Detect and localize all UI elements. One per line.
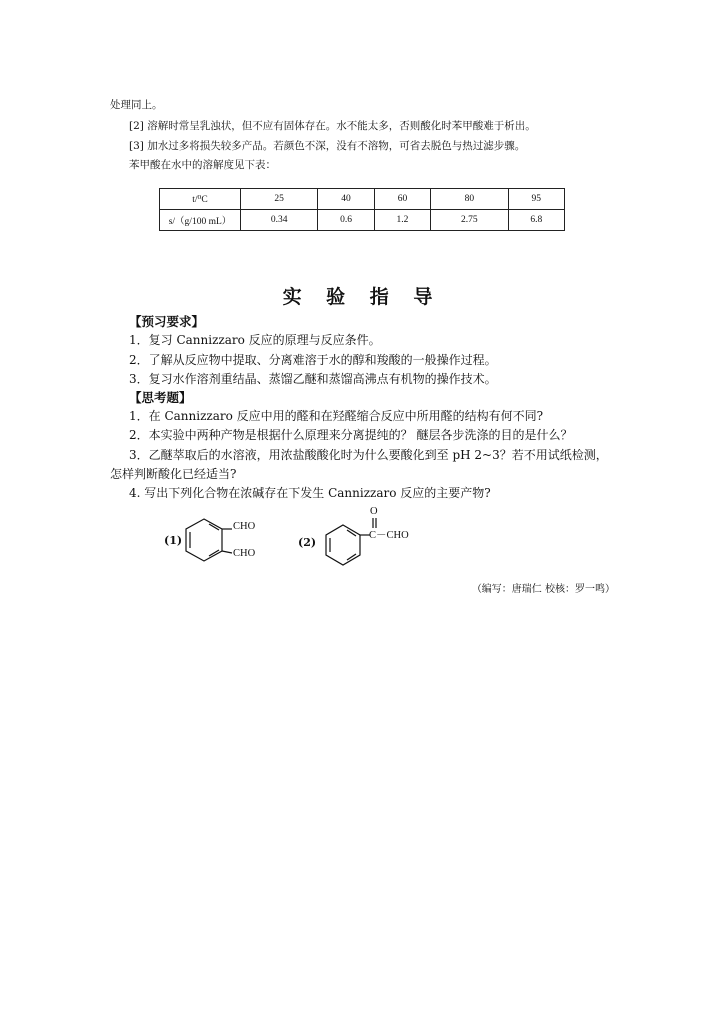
question-4: 4. 写出下列化合物在浓碱存在下发生 Cannizzaro 反应的主要产物?	[129, 486, 491, 500]
table-cell: 25	[241, 189, 318, 210]
cho-label-top: CHO	[233, 521, 256, 532]
table-row-label: t/⁰C	[160, 189, 241, 210]
carbonyl-oxygen: O	[370, 506, 378, 517]
questions-heading: 【思考题】	[129, 390, 192, 405]
structure-label-2: (2)	[298, 536, 317, 549]
question-1: 1．在 Cannizzaro 反应中用的醛和在羟醛缩合反应中所用醛的结构有何不同?	[129, 409, 544, 423]
table-cell: 0.34	[241, 210, 318, 231]
benzene-ring-1	[186, 519, 232, 561]
question-3: 3．乙醚萃取后的水溶液，用浓盐酸酸化时为什么要酸化到至 pH 2~3？若不用试纸检测，	[129, 448, 608, 462]
table-intro: 苯甲酸在水中的溶解度见下表：	[129, 159, 276, 171]
table-cell: 0.6	[318, 210, 374, 231]
structure-label-1: (1)	[164, 534, 183, 547]
table-cell: 1.2	[374, 210, 430, 231]
table-cell: 40	[318, 189, 374, 210]
table-cell: 80	[431, 189, 508, 210]
preview-item-2: 2．了解从反应物中提取、分离难溶于水的醇和羧酸的一般操作过程。	[129, 353, 497, 367]
note-continuation: 处理同上。	[110, 99, 163, 111]
author-credit: （编写：唐瑞仁 校核：罗一鸣）	[471, 584, 615, 595]
table-cell: 60	[374, 189, 430, 210]
section-title: 实 验 指 导	[282, 286, 442, 308]
note-3: [3] 加水过多将损失较多产品。若颜色不深，没有不溶物，可省去脱色与热过滤步骤。	[129, 140, 526, 152]
table-row-label: s/（g/100 mL）	[160, 210, 241, 231]
preview-heading: 【预习要求】	[129, 314, 205, 329]
table-cell: 2.75	[431, 210, 508, 231]
c-cho-label: C－CHO	[369, 530, 409, 541]
cho-label-bottom: CHO	[233, 548, 256, 559]
preview-item-3: 3．复习水作溶剂重结晶、蒸馏乙醚和蒸馏高沸点有机物的操作技术。	[129, 372, 497, 386]
question-2: 2．本实验中两种产物是根据什么原理来分离提纯的？ 醚层各步洗涤的目的是什么？	[129, 428, 573, 442]
question-3-continued: 怎样判断酸化已经适当?	[110, 467, 237, 481]
table-cell: 6.8	[508, 210, 565, 231]
preview-item-1: 1．复习 Cannizzaro 反应的原理与反应条件。	[129, 333, 381, 347]
note-2: [2] 溶解时常呈乳浊状，但不应有固体存在。水不能太多，否则酸化时苯甲酸难于析出。	[129, 120, 536, 132]
table-cell: 95	[508, 189, 565, 210]
